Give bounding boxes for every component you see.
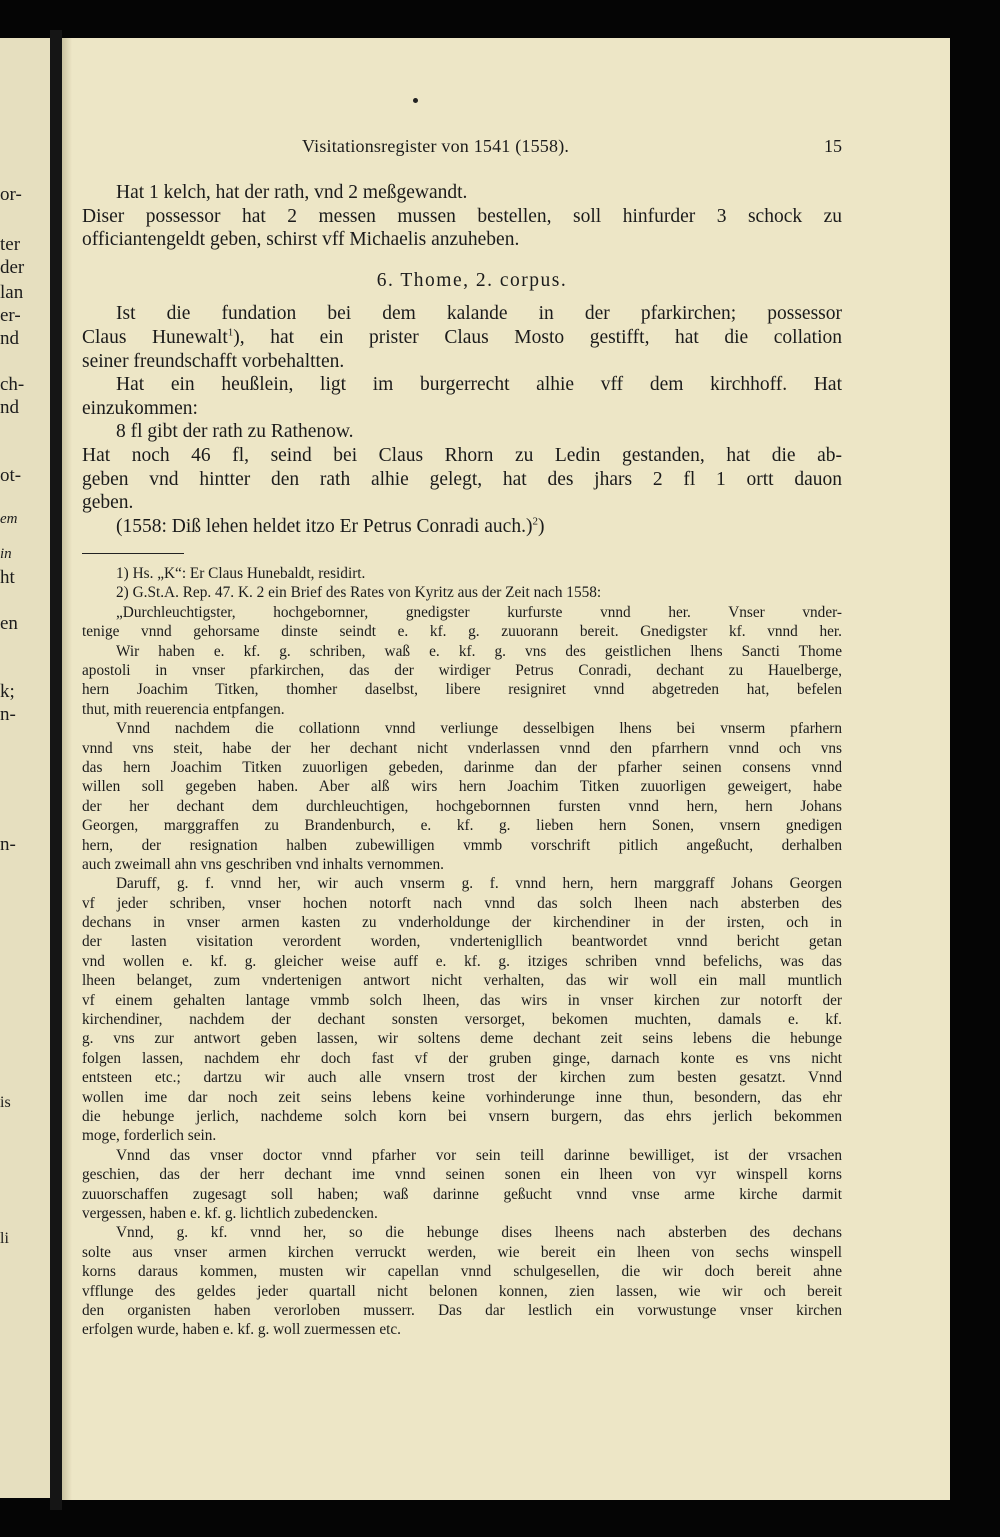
left-page-fragment: ch- [0, 374, 25, 395]
paragraph-line: Hat 1 kelch, hat der rath, vnd 2 meßgewandt. [116, 182, 468, 203]
footnote-letter-line: willen soll gegeben haben. Aber alß wirs hern Joachim Titken zuuorligen geweigert, habe [82, 778, 842, 796]
footnote-letter-line: der lasten visitation verordent worden, vndertenigllich beantwordet vnnd bericht getan [82, 933, 842, 951]
paragraph-line: einzukommen: [82, 397, 198, 419]
footnote-rule [82, 553, 184, 554]
footnote-letter-line: erfolgen wurde, haben e. kf. g. woll zuermessen etc. [82, 1321, 401, 1339]
left-page-fragment: ht [0, 567, 15, 588]
footnote-1: 1) Hs. „K“: Er Claus Hunebaldt, residirt. [116, 565, 366, 582]
page-edge-shadow [62, 38, 72, 1500]
footnote-ref: 2 [532, 515, 538, 528]
footnote-letter-line: auch zweimall ahn vns geschriben vnd inhalts vernommen. [82, 855, 444, 873]
footnote-letter-line: solte aus vnser armen kirchen verruckt werden, wie bereit ein lheen von sechs winspell [82, 1243, 842, 1261]
left-page-fragment: is [0, 1094, 11, 1111]
paragraph-text: Claus Hunewalt [82, 326, 228, 348]
footnote-letter-line: vergessen, haben e. kf. g. lichtlich zubedencken. [82, 1204, 378, 1222]
footnote-letter-line: vfflunge des geldes jeder quartall nicht belonen konnen, zien lassen, wie wir och bereit [82, 1282, 842, 1300]
left-page-fragment: er- [0, 305, 21, 326]
footnote-letter-line: entsteen etc.; dartzu wir auch alle vnsern trost der kirchen zum besten gesatzt. Vnnd [82, 1069, 842, 1087]
left-page-fragment: n- [0, 704, 16, 725]
footnote-letter-line: lheen belanget, zum vndertenigen antwort nicht verhalten, das wir woll ein mall muntlich [82, 972, 842, 990]
footnote-letter-line: die hebunge jerlich, nachdeme solch korn bei vnsern burgern, das ehrs jerlich bekommen [82, 1108, 842, 1125]
footnote-letter-line: moge, forderlich sein. [82, 1127, 217, 1145]
left-page-fragment: or- [0, 184, 22, 205]
left-page-fragment: k; [0, 681, 15, 702]
paragraph-line: officiantengeldt geben, schirst vff Michaelis anzuheben. [82, 229, 520, 251]
left-page-fragment: ter [0, 234, 21, 255]
footnote-letter-line: g. vns zur antwort geben lassen, wir soltens deme dechant zeit seins lebens die hebunge [82, 1030, 842, 1048]
footnote-letter-line: apostoli in vnser pfarkirchen, das der wirdiger Petrus Conradi, dechant zu Hauelberge, [82, 661, 842, 679]
footnote-letter-line: Vnnd das vnser doctor vnnd pfarher vor sein teill darinne bewilliget, ist der vrsachen [116, 1146, 842, 1164]
footnote-letter-line: tenige vnnd gehorsame dinste seindt e. kf. g. zuuorann bereit. Gnedigster kf. vnnd her. [82, 623, 842, 641]
footnotes [82, 564, 842, 1340]
footnote-ref: 1 [227, 326, 234, 339]
ink-dot [413, 98, 418, 103]
document-page [62, 38, 950, 1500]
paragraph-text: (1558: Diß lehen heldet itzo Er Petrus Conradi auch.) [116, 515, 533, 537]
footnote-letter-line: hern Joachim Titken, thomher daselbst, libere resigniret vnnd abgetreden hat, befelen [82, 681, 842, 699]
footnote-letter-line: zuuorschaffen zugesagt soll haben; waß darinne geßucht vnnd vnse arme kirche darmit [82, 1185, 842, 1203]
left-page-fragment: nd [0, 397, 19, 418]
footnote-letter-line: das hern Joachim Titken zuuorligen gebeden, darinme dan der pfarher seinen consens vnnd [82, 758, 842, 776]
footnote-letter-line: Wir haben e. kf. g. schriben, waß e. kf. g. vns des geistlichen lhens Sancti Thome [116, 642, 842, 660]
footnote-letter-line: dechans in vnser armen kasten zu vnderholdunge der kirchendiner in der irsten, och in [82, 914, 842, 932]
footnote-letter-line: vf einem gehalten lantage vmmb solch lheen, das wirs in vnser kirchen zur notorft der [82, 991, 842, 1009]
footnote-letter-line: den organisten haben verorloben musserr. Das dar lestlich ein vorwustunge vnser kirchen [82, 1301, 842, 1319]
left-page-fragment: lan [0, 282, 24, 303]
left-page-fragment: n- [0, 834, 16, 855]
footnote-letter-line: „Durchleuchtigster, hochgebornner, gnedigster kurfurste vnnd her. Vnser vnder- [116, 603, 842, 621]
left-page-edge [0, 38, 50, 1498]
left-page-fragment: ot- [0, 465, 22, 486]
paragraph-line: 8 fl gibt der rath zu Rathenow. [116, 421, 354, 443]
footnote-2: 2) G.St.A. Rep. 47. K. 2 ein Brief des Rates von Kyritz aus der Zeit nach 1558: [116, 584, 602, 602]
footnote-letter-line: Vnnd, g. kf. vnnd her, so die hebunge dises lheens nach absterben des dechans [116, 1224, 842, 1242]
running-header [82, 136, 842, 162]
paragraph-text: ), hat ein prister Claus Mosto gestifft, hat die collation [233, 326, 842, 348]
paragraph-line: Hat ein heußlein, ligt im burgerrecht alhie vff dem kirchhoff. Hat [116, 374, 842, 396]
paragraph-line: geben. [82, 492, 134, 514]
page-number: 15 [824, 136, 842, 156]
footnote-letter-line: vnnd vns steit, habe der her dechant nicht vnderlassen vnnd den pfarrhern vnnd och vns [82, 739, 842, 757]
footnote-letter-line: vnd wollen e. kf. g. gleicher weise auff e. kf. g. itziges schriben vnnd befelichs, was das [82, 952, 842, 970]
footnote-letter-line: der her dechant dem durchleuchtigen, hochgebornnen fursten vnnd hern, hern Johans [82, 797, 842, 815]
footnote-letter-line: hern, der resignation halben zubewilligen vmmb vorschrift pitlich angeßucht, derhalben [82, 836, 842, 854]
left-page-fragment: nd [0, 328, 19, 349]
footnote-letter-line: kirchendiner, nachdem der dechant sonsten versorget, bekomen muchten, damals e. kf. [82, 1011, 842, 1029]
paragraph-line: geben vnd hintter den rath alhie gelegt, hat des jhars 2 fl 1 ortt dauon [82, 468, 842, 490]
paragraph-line [82, 515, 842, 539]
footnote-letter-line: Daruff, g. f. vnnd her, wir auch vnserm g. f. vnnd hern, hern marggraff Johans Georgen [116, 875, 842, 893]
book-gutter [50, 30, 62, 1510]
paragraph-line [82, 326, 842, 350]
paragraph-line: seiner freundschafft vorbehaltten. [82, 350, 345, 372]
left-page-fragment: em [0, 511, 18, 527]
running-header-title: Visitationsregister von 1541 (1558). [302, 136, 570, 156]
footnote-letter-line: korns daraus kommen, musten wir capellan vnnd schulgesellen, die wir doch bereit ahne [82, 1263, 842, 1281]
footnote-letter-line: wollen ime dar noch zeit seins lebens keine vorhinderunge inne thun, besondern, das ehr [82, 1088, 842, 1106]
paragraph-text: ) [537, 515, 545, 537]
left-page-fragment: in [0, 546, 12, 562]
footnote-letter-line: thut, mith reuerencia entpfangen. [82, 700, 285, 718]
footnote-letter-line: Vnnd nachdem die collationn vnnd verliunge desselbigen lhens bei vnserm pfarhern [116, 720, 842, 738]
footnote-letter-line: Georgen, marggraffen zu Brandenburch, e. kf. g. lieben hern Sonen, vnsern gnedigen [82, 817, 842, 835]
left-page-fragment: en [0, 613, 18, 634]
section-heading: 6. Thome, 2. corpus. [376, 269, 568, 291]
left-page-fragment: der [0, 257, 25, 278]
main-text [82, 181, 842, 538]
footnote-letter-line: vf jeder schriben, vnser hochen notorft nach vnnd das solch lheen nach absterben des [82, 894, 842, 912]
left-page-fragment: li [0, 1230, 9, 1247]
footnote-letter-line: geschien, das der herr dechant ime vnnd seinen sonen ein lheen von vyr winspell korns [82, 1166, 842, 1184]
footnote-letter-line: folgen lassen, nachdem ehr doch fast vf der gruben ginge, darnach konte es vns nicht [82, 1049, 842, 1067]
paragraph-line: Ist die fundation bei dem kalande in der pfarkirchen; possessor [116, 303, 842, 325]
paragraph-line: Diser possessor hat 2 messen mussen bestellen, soll hinfurder 3 schock zu [82, 205, 842, 227]
paragraph-line: Hat noch 46 fl, seind bei Claus Rhorn zu Ledin gestanden, hat die ab- [82, 444, 842, 466]
